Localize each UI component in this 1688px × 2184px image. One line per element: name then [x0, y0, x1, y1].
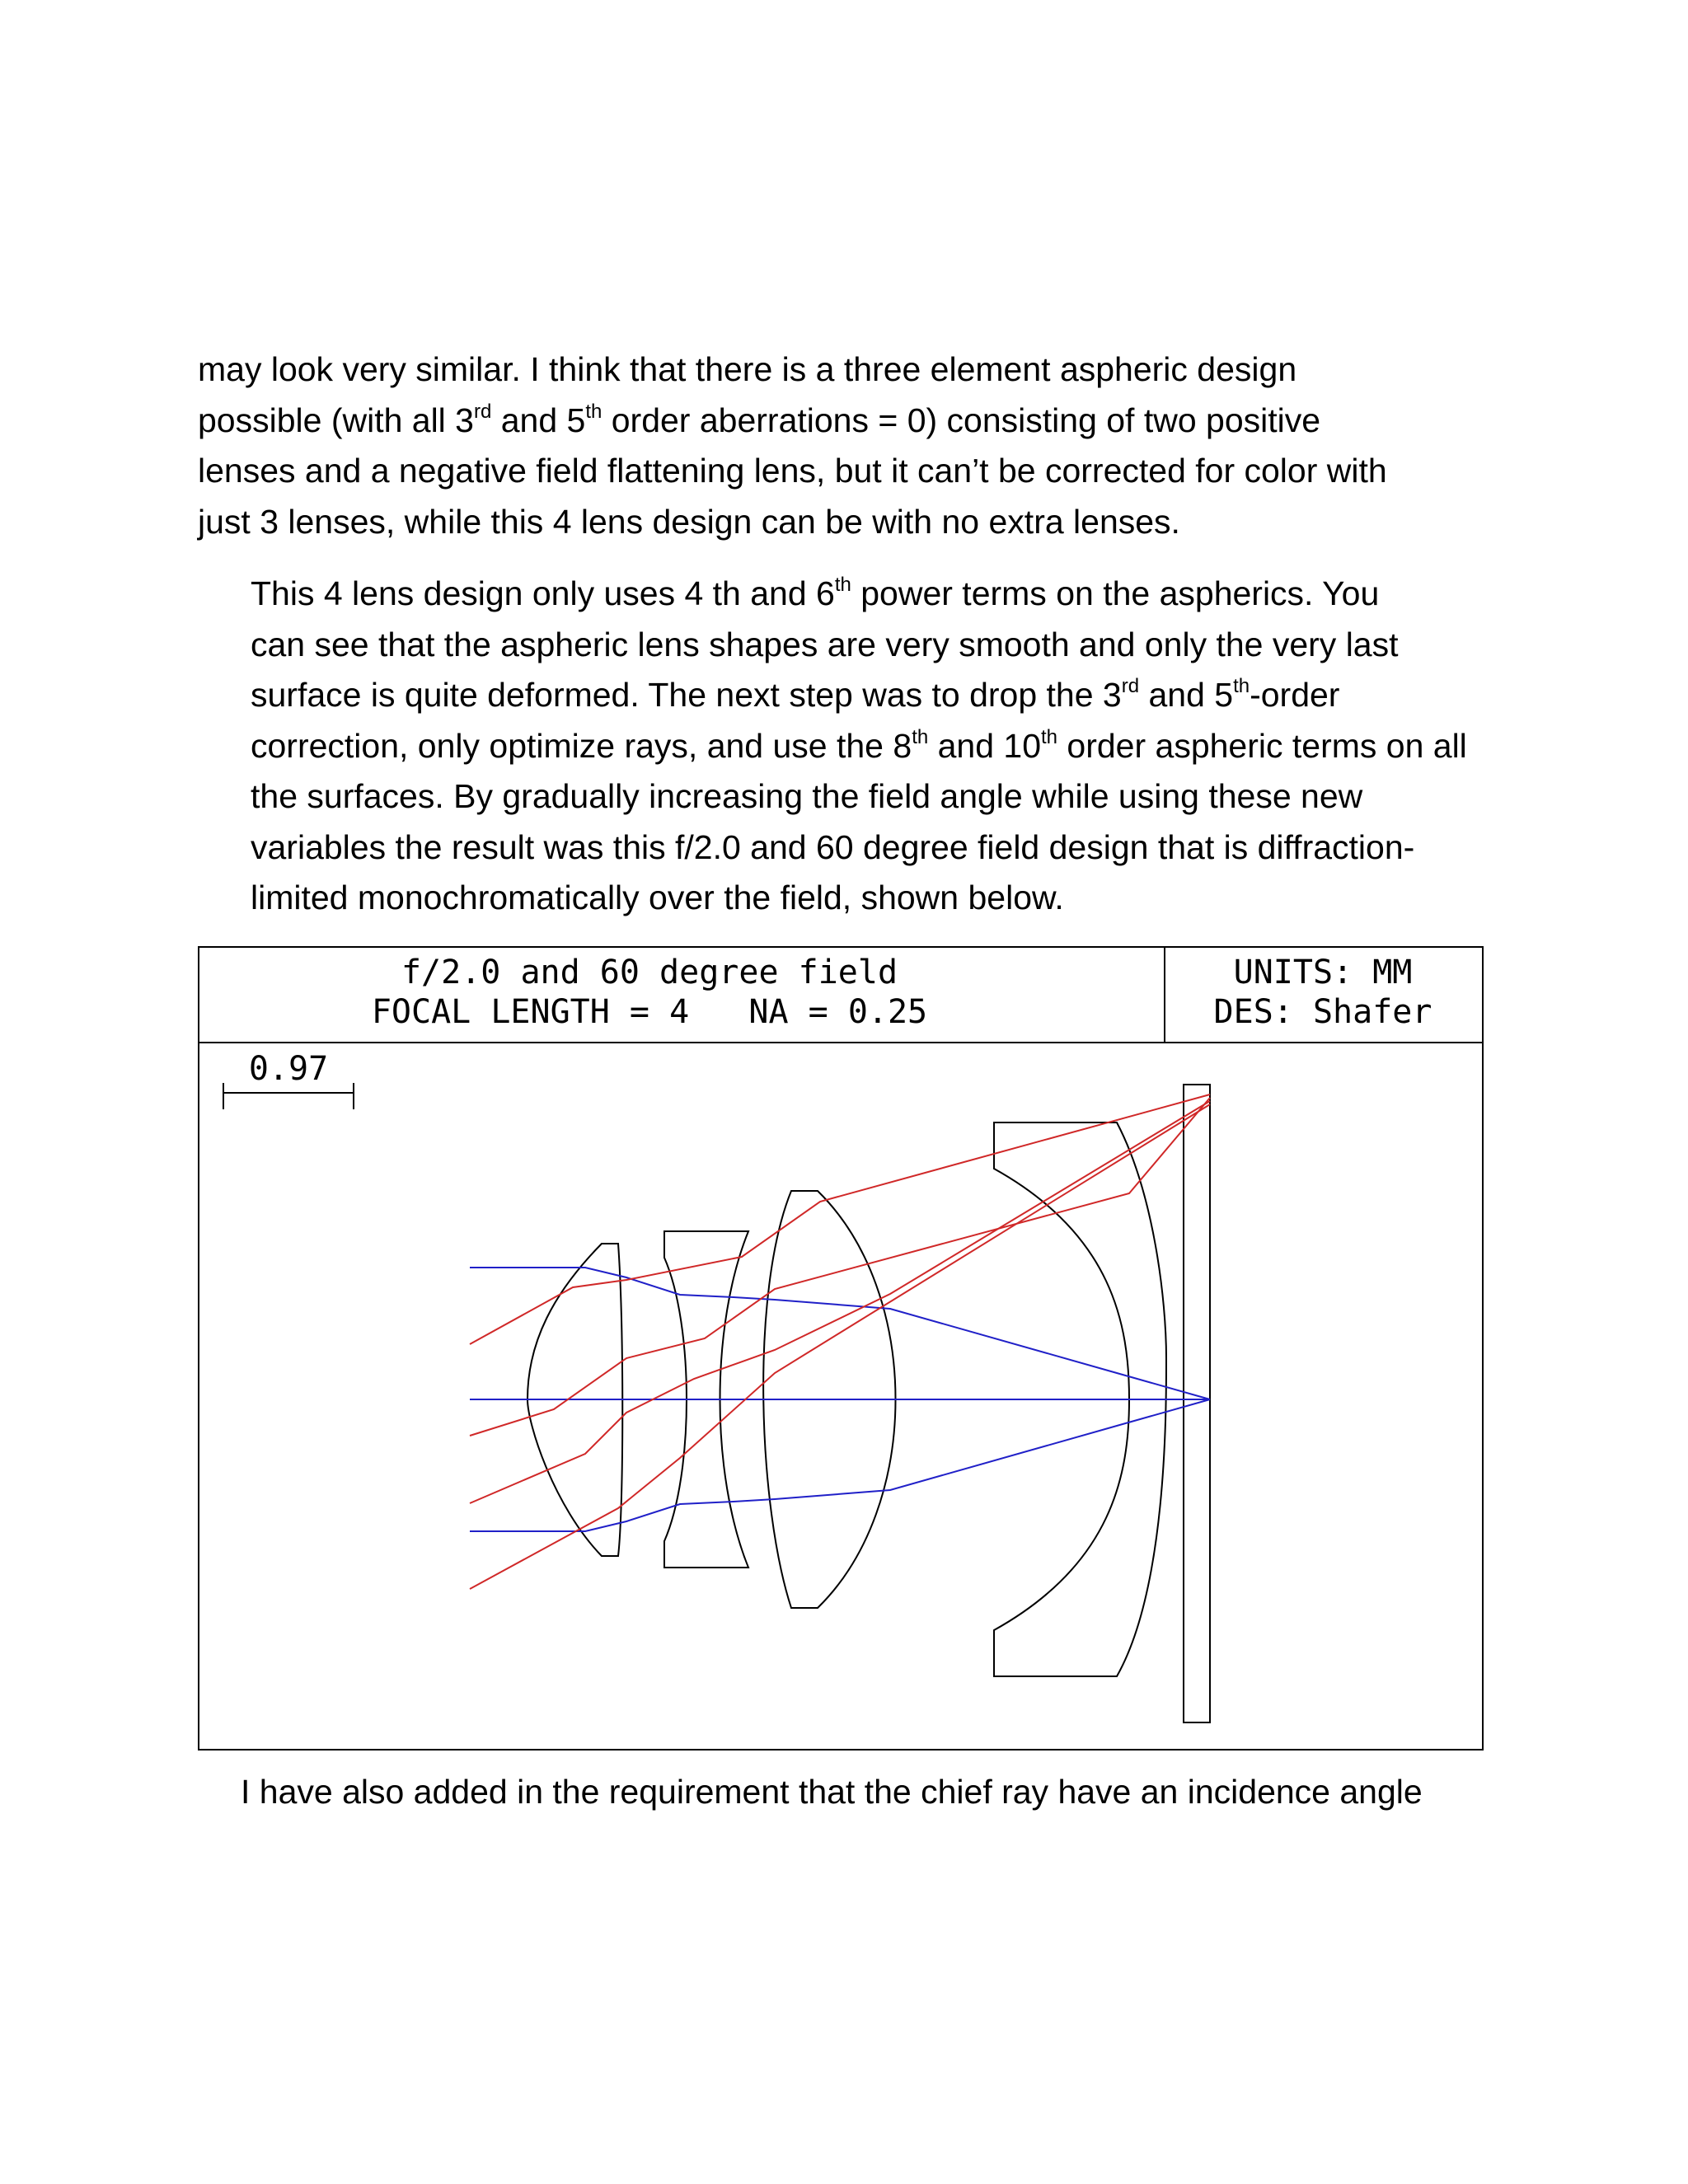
superscript: rd	[1121, 675, 1140, 698]
figure-focal-length: FOCAL LENGTH = 4 NA = 0.25	[371, 993, 928, 1031]
text-run: I have also added in the requirement that the chief ray have an incidence angle	[241, 1773, 1423, 1811]
text-run: may look very similar. I think that there is a three element aspheric design	[198, 350, 1297, 388]
superscript: th	[912, 725, 929, 748]
figure-frame	[199, 947, 1483, 1750]
text-line	[198, 721, 1500, 772]
text-run: just 3 lenses, while this 4 lens design can be with no extra lenses.	[198, 502, 1180, 541]
text-run: surface is quite deformed. The next step was to drop the 3	[251, 676, 1122, 714]
text-run: lenses and a negative field flattening lens, but it can’t be corrected for color with	[198, 452, 1387, 490]
off-axis-ray-3	[470, 1101, 1210, 1503]
superscript: th	[834, 574, 851, 597]
superscript: rd	[474, 400, 492, 423]
text-run: This 4 lens design only uses 4 th and 6	[251, 574, 835, 612]
lens-layout-figure	[198, 946, 1484, 1750]
body-paragraph	[198, 1767, 1500, 1818]
text-run: the surfaces. By gradually increasing the field angle while using these new	[251, 777, 1363, 815]
text-line	[198, 823, 1500, 874]
figure-designer: DES: Shafer	[1213, 993, 1432, 1031]
off-axis-ray-1	[470, 1094, 1210, 1344]
superscript: th	[1233, 675, 1250, 698]
text-line	[198, 569, 1500, 620]
axial-ray-lower	[470, 1399, 1210, 1531]
text-line	[198, 620, 1500, 671]
text-run: -order	[1250, 676, 1340, 714]
text-run: can see that the aspheric lens shapes are very smooth and only the very last	[251, 625, 1399, 663]
superscript: th	[1041, 725, 1058, 748]
body-paragraph	[198, 344, 1500, 547]
figure-title: f/2.0 and 60 degree field	[401, 954, 898, 991]
text-line	[198, 771, 1500, 823]
text-line	[198, 446, 1500, 497]
text-run: limited monochromatically over the field, shown below.	[251, 879, 1064, 916]
superscript: th	[585, 400, 603, 423]
text-run: power terms on the aspherics. You	[851, 574, 1380, 612]
text-run: and 10	[928, 726, 1041, 765]
text-line	[198, 396, 1500, 447]
text-line	[198, 1767, 1500, 1818]
text-run: possible (with all 3	[198, 401, 474, 439]
text-line	[198, 497, 1500, 548]
scale-bar-label: 0.97	[248, 1050, 329, 1088]
body-paragraph	[198, 569, 1500, 924]
text-line	[198, 670, 1500, 721]
off-axis-ray-4	[470, 1104, 1210, 1589]
text-run: order aberrations = 0) consisting of two positive	[602, 401, 1321, 439]
figure-units: UNITS: MM	[1233, 954, 1413, 991]
text-run: order aspheric terms on all	[1057, 726, 1467, 765]
text-run: variables the result was this f/2.0 and 60 degree field design that is diffraction-	[251, 827, 1415, 866]
text-line	[198, 344, 1500, 396]
text-run: and 5	[1139, 676, 1234, 714]
text-line	[198, 873, 1500, 924]
text-run: and 5	[491, 401, 586, 439]
text-run: correction, only optimize rays, and use the 8	[251, 726, 912, 765]
